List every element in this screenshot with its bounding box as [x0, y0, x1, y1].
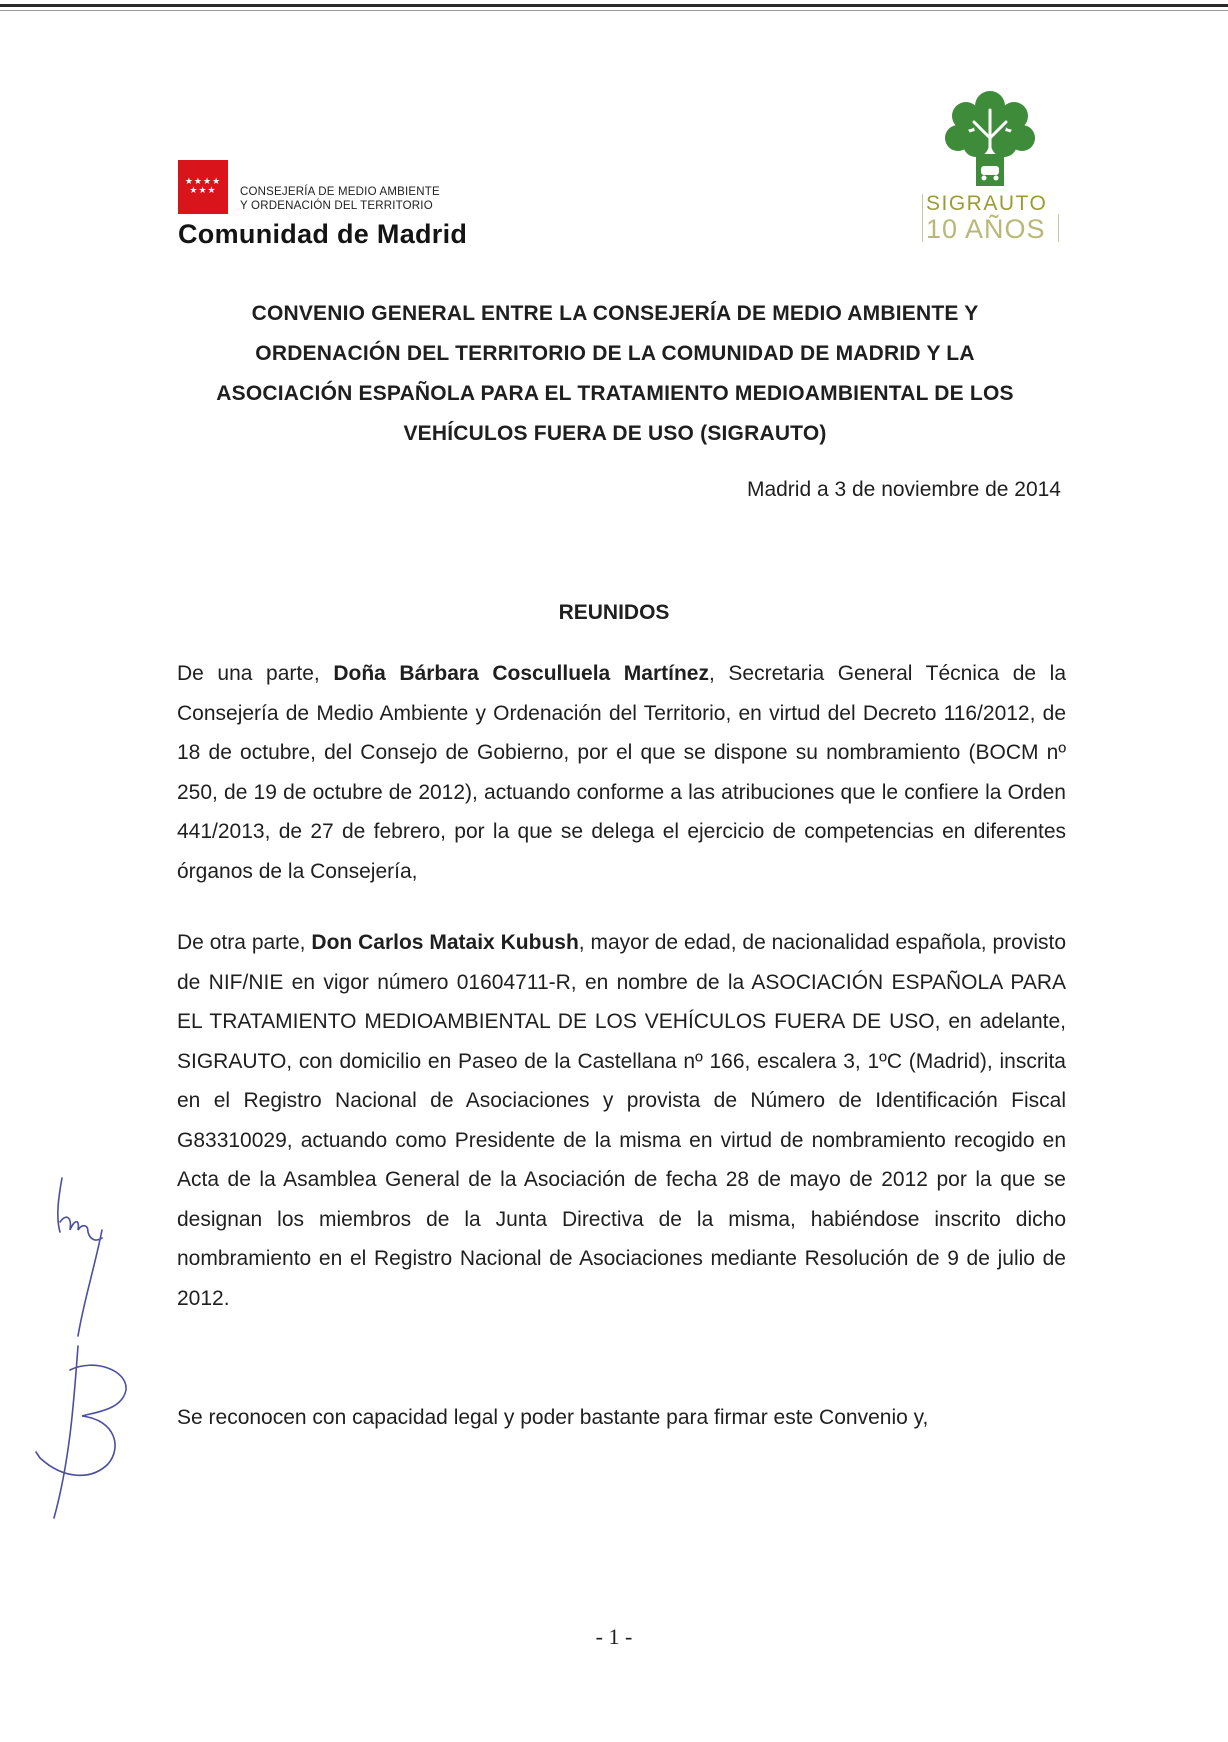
- document-title: [150, 294, 1080, 454]
- paragraph-body: , Secretaria General Técnica de la Consejería de Medio Ambiente y Ordenación del Territorio, en virtud del Decreto 116/2012, de 18 de octubre, del Consejo de Gobierno, por el que se dispone su nombramiento (BOCM nº 250, de 19 de octubre de 2012), actuando conforme a las atribuciones que le confiere la Orden 441/2013, de 27 de febrero, por la que se delega el ejercicio de competencias en diferentes órganos de la Consejería,: [177, 662, 1067, 883]
- paragraph-first-party: [177, 654, 1066, 891]
- paragraph-intro: De otra parte,: [177, 931, 312, 954]
- sigrauto-frame-left: [922, 194, 923, 242]
- madrid-flag-icon: [178, 160, 228, 214]
- page-number: - 1 -: [595, 1624, 633, 1649]
- paragraph-capacity: Se reconocen con capacidad legal y poder bastante para firmar este Convenio y,: [177, 1406, 929, 1429]
- handwritten-signature: [30, 1340, 140, 1530]
- title-line-4: VEHÍCULOS FUERA DE USO (SIGRAUTO): [403, 422, 827, 445]
- comunidad-madrid-logo: [178, 160, 538, 250]
- title-line-2: ORDENACIÓN DEL TERRITORIO DE LA COMUNIDAD DE MADRID Y LA: [255, 342, 975, 365]
- section-heading-reunidos: REUNIDOS: [558, 601, 670, 624]
- sigrauto-brand: SIGRAUTO: [926, 192, 1048, 215]
- scan-edge-line-thin: [0, 10, 1228, 11]
- sigrauto-anniversary: 10 AÑOS: [926, 214, 1046, 244]
- scan-edge-line: [0, 4, 1228, 7]
- department-line-2: Y ORDENACIÓN DEL TERRITORIO: [240, 200, 433, 212]
- paragraph-body: , mayor de edad, de nacionalidad española, provisto de NIF/NIE en vigor número 01604711-R, en nombre de la ASOCIACIÓN ESPAÑOLA PARA EL TRATAMIENTO MEDIOAMBIENTAL DE LOS VEHÍCULOS FUERA DE USO, en adelante, SIGRAUTO, con domicilio en Paseo de la Castellana nº 166, escalera 3, 1ºC (Madrid), inscrita en el Registro Nacional de Asociaciones y provista de Número de Identificación Fiscal G83310029, actuando como Presidente de la misma en virtud de nombramiento recogido en Acta de la Asamblea General de la Asociación de fecha 28 de mayo de 2012 por la que se designan los miembros de la Junta Directiva de la misma, habiéndose inscrito dicho nombramiento en el Registro Nacional de Asociaciones mediante Resolución de 9 de julio de 2012.: [177, 931, 1067, 1310]
- department-line-1: CONSEJERÍA DE MEDIO AMBIENTE: [240, 186, 440, 198]
- party-name: Doña Bárbara Cosculluela Martínez: [333, 662, 709, 685]
- sigrauto-logo: [922, 86, 1066, 256]
- place-date: Madrid a 3 de noviembre de 2014: [746, 478, 1061, 501]
- title-line-3: ASOCIACIÓN ESPAÑOLA PARA EL TRATAMIENTO MEDIOAMBIENTAL DE LOS: [216, 382, 1014, 405]
- madrid-stars-icon: ★★★★ ★★★: [184, 177, 222, 196]
- handwritten-initials-signature: [44, 1170, 114, 1340]
- title-line-1: CONVENIO GENERAL ENTRE LA CONSEJERÍA DE MEDIO AMBIENTE Y: [251, 302, 979, 325]
- sigrauto-frame-right: [1058, 214, 1059, 242]
- party-name: Don Carlos Mataix Kubush: [311, 931, 579, 954]
- comunidad-name: Comunidad de Madrid: [178, 219, 468, 249]
- paragraph-intro: De una parte,: [177, 662, 334, 685]
- sigrauto-tree-icon: [930, 86, 1050, 190]
- paragraph-second-party: [177, 923, 1066, 1318]
